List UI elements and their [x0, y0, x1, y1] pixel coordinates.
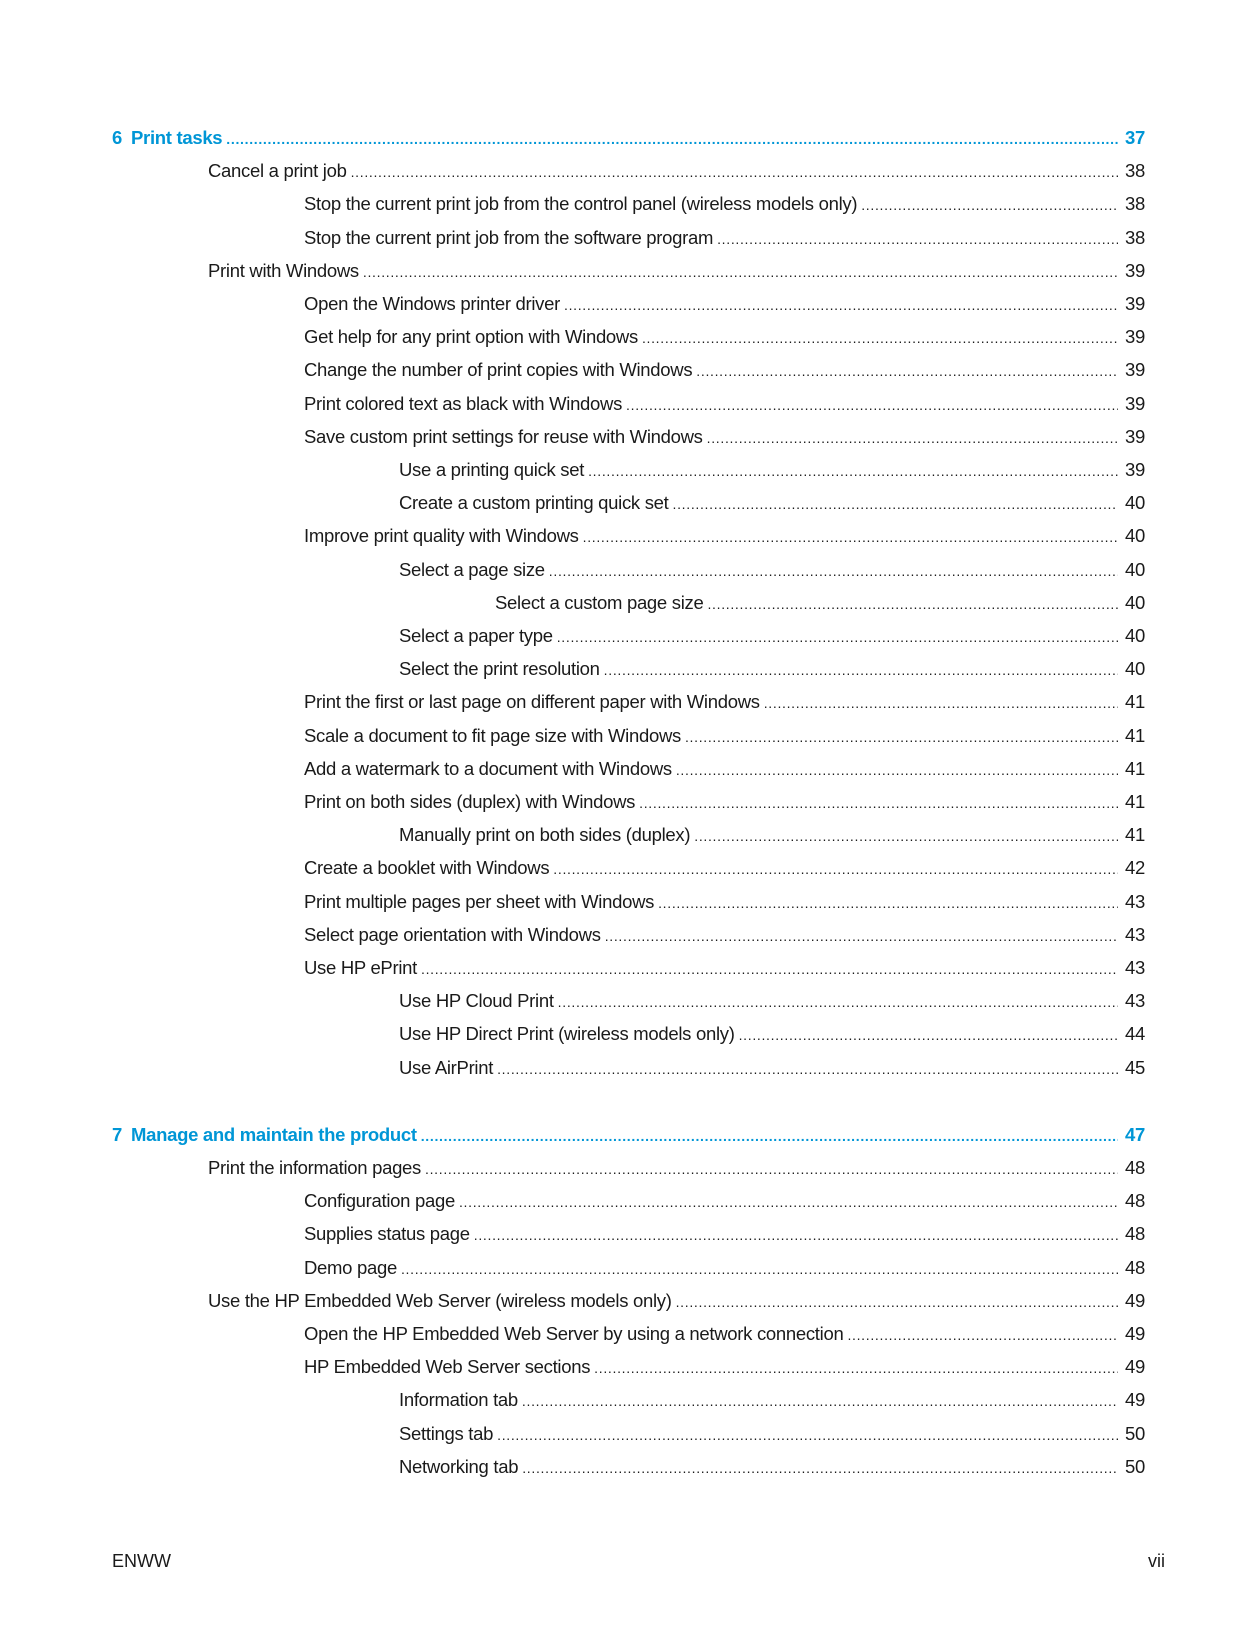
- toc-entry[interactable]: [304, 1186, 1145, 1216]
- footer-page-number: vii: [1148, 1551, 1165, 1571]
- toc-page-number: 49: [1125, 1290, 1145, 1311]
- toc-entry-title: Use HP Cloud Print: [399, 986, 558, 1016]
- toc-entry[interactable]: [304, 1253, 1145, 1283]
- toc-entry-title: Improve print quality with Windows: [304, 521, 583, 551]
- dot-leader: [401, 1254, 1118, 1284]
- toc-entry[interactable]: [399, 455, 1145, 485]
- toc-entry[interactable]: [304, 853, 1145, 883]
- toc-entry[interactable]: [399, 1419, 1145, 1449]
- dot-leader: [604, 655, 1118, 685]
- toc-entry[interactable]: [399, 1385, 1145, 1415]
- dot-leader: [522, 1386, 1118, 1416]
- toc-entry-title: Demo page: [304, 1253, 401, 1283]
- dot-leader: [717, 224, 1118, 254]
- toc-chapter-entry[interactable]: [112, 123, 1145, 153]
- dot-leader: [594, 1353, 1118, 1383]
- toc-page-number: 45: [1125, 1057, 1145, 1078]
- toc-entry-title: Select a custom page size: [495, 588, 707, 618]
- chapter-title: Manage and maintain the product: [131, 1124, 417, 1145]
- dot-leader: [425, 1154, 1118, 1184]
- toc-entry[interactable]: [399, 986, 1145, 1016]
- toc-entry[interactable]: [399, 1053, 1145, 1083]
- toc-entry[interactable]: [208, 1286, 1145, 1316]
- dot-leader: [497, 1054, 1118, 1084]
- dot-leader: [847, 1320, 1118, 1350]
- toc-page-number: 39: [1125, 293, 1145, 314]
- toc-entry-title: Open the Windows printer driver: [304, 289, 564, 319]
- toc-entry-title: Print colored text as black with Windows: [304, 389, 626, 419]
- toc-page-number: 39: [1125, 459, 1145, 480]
- dot-leader: [557, 622, 1118, 652]
- toc-entry[interactable]: [304, 521, 1145, 551]
- dot-leader: [658, 888, 1118, 918]
- toc-page-number: 43: [1125, 990, 1145, 1011]
- toc-entry-title: Manually print on both sides (duplex): [399, 820, 694, 850]
- toc-entry[interactable]: [399, 1452, 1145, 1482]
- toc-entry-title: Add a watermark to a document with Windows: [304, 754, 676, 784]
- toc-entry-title: Select a page size: [399, 555, 549, 585]
- dot-leader: [694, 821, 1118, 851]
- dot-leader: [549, 556, 1118, 586]
- dot-leader: [861, 190, 1118, 220]
- toc-page-number: 41: [1125, 758, 1145, 779]
- dot-leader: [351, 157, 1118, 187]
- dot-leader: [558, 987, 1118, 1017]
- toc-entry-title: Use HP ePrint: [304, 953, 421, 983]
- dot-leader: [685, 722, 1118, 752]
- toc-page-number: 39: [1125, 359, 1145, 380]
- toc-entry[interactable]: [399, 654, 1145, 684]
- dot-leader: [696, 356, 1118, 386]
- toc-entry[interactable]: [208, 1153, 1145, 1183]
- toc-page-number: 40: [1125, 525, 1145, 546]
- dot-leader: [363, 257, 1118, 287]
- toc-page-number: 41: [1125, 791, 1145, 812]
- dot-leader: [564, 290, 1118, 320]
- toc-entry[interactable]: [304, 289, 1145, 319]
- toc-entry[interactable]: [304, 223, 1145, 253]
- toc-entry[interactable]: [304, 422, 1145, 452]
- toc-entry[interactable]: [304, 920, 1145, 950]
- toc-entry[interactable]: [304, 1219, 1145, 1249]
- toc-entry-title: Cancel a print job: [208, 156, 351, 186]
- toc-entry-title: Select page orientation with Windows: [304, 920, 605, 950]
- toc-entry-title: Create a booklet with Windows: [304, 853, 553, 883]
- toc-entry[interactable]: [399, 621, 1145, 651]
- toc-entry[interactable]: [304, 887, 1145, 917]
- dot-leader: [421, 954, 1118, 984]
- toc-page-number: 48: [1125, 1223, 1145, 1244]
- dot-leader: [605, 921, 1118, 951]
- toc-page-number: 38: [1125, 193, 1145, 214]
- chapter-number: 6: [112, 127, 122, 148]
- dot-leader: [764, 688, 1118, 718]
- toc-entry[interactable]: [304, 1319, 1145, 1349]
- toc-page-number: 39: [1125, 326, 1145, 347]
- toc-page-number: 40: [1125, 592, 1145, 613]
- toc-page-number: 37: [1125, 127, 1145, 148]
- toc-entry[interactable]: [304, 355, 1145, 385]
- toc-entry-title: Networking tab: [399, 1452, 522, 1482]
- dot-leader: [459, 1187, 1118, 1217]
- toc-entry-title: Get help for any print option with Windows: [304, 322, 642, 352]
- toc-entry-title: Stop the current print job from the software program: [304, 223, 717, 253]
- toc-page-number: 48: [1125, 1257, 1145, 1278]
- toc-entry-title: [112, 1120, 421, 1150]
- toc-entry-title: Print multiple pages per sheet with Windows: [304, 887, 658, 917]
- toc-entry[interactable]: [495, 588, 1145, 618]
- toc-page-number: 42: [1125, 857, 1145, 878]
- toc-page-number: 49: [1125, 1323, 1145, 1344]
- toc-page-number: 43: [1125, 891, 1145, 912]
- toc-chapter-entry[interactable]: [112, 1120, 1145, 1150]
- toc-page-number: 50: [1125, 1423, 1145, 1444]
- toc-entry[interactable]: [304, 389, 1145, 419]
- toc-entry-title: Open the HP Embedded Web Server by using a network connection: [304, 1319, 847, 1349]
- dot-leader: [707, 589, 1118, 619]
- dot-leader: [553, 854, 1118, 884]
- chapter-number: 7: [112, 1124, 122, 1145]
- toc-page-number: 40: [1125, 559, 1145, 580]
- toc-page-number: 43: [1125, 957, 1145, 978]
- toc-entry[interactable]: [208, 156, 1145, 186]
- toc-entry-title: Information tab: [399, 1385, 522, 1415]
- toc-page-number: 49: [1125, 1389, 1145, 1410]
- toc-page-number: 39: [1125, 393, 1145, 414]
- toc-page-number: 40: [1125, 658, 1145, 679]
- dot-leader: [588, 456, 1118, 486]
- dot-leader: [626, 390, 1118, 420]
- toc-entry-title: Print on both sides (duplex) with Windows: [304, 787, 639, 817]
- dot-leader: [707, 423, 1118, 453]
- dot-leader: [474, 1220, 1118, 1250]
- toc-entry[interactable]: [304, 687, 1145, 717]
- toc-entry[interactable]: [304, 322, 1145, 352]
- toc-page-number: 43: [1125, 924, 1145, 945]
- toc-entry[interactable]: [208, 256, 1145, 286]
- toc-page-number: 48: [1125, 1157, 1145, 1178]
- toc-page-number: 39: [1125, 426, 1145, 447]
- toc-entry-title: Use a printing quick set: [399, 455, 588, 485]
- toc-page-number: 40: [1125, 625, 1145, 646]
- toc-entry[interactable]: [399, 1019, 1145, 1049]
- toc-page-number: 41: [1125, 725, 1145, 746]
- toc-entry-title: Use AirPrint: [399, 1053, 497, 1083]
- toc-entry-title: Use the HP Embedded Web Server (wireless models only): [208, 1286, 676, 1316]
- toc-page-number: 49: [1125, 1356, 1145, 1377]
- toc-entry-title: Change the number of print copies with Windows: [304, 355, 696, 385]
- toc-entry-title: Print the first or last page on different paper with Windows: [304, 687, 764, 717]
- dot-leader: [739, 1020, 1118, 1050]
- toc-entry[interactable]: [304, 953, 1145, 983]
- dot-leader: [639, 788, 1118, 818]
- toc-entry-title: Select the print resolution: [399, 654, 604, 684]
- dot-leader: [522, 1453, 1118, 1483]
- toc-page-number: 50: [1125, 1456, 1145, 1477]
- dot-leader: [421, 1121, 1118, 1151]
- toc-entry-title: Stop the current print job from the control panel (wireless models only): [304, 189, 861, 219]
- chapter-title: Print tasks: [131, 127, 223, 148]
- toc-entry-title: Configuration page: [304, 1186, 459, 1216]
- toc-entry-title: Supplies status page: [304, 1219, 474, 1249]
- toc-page-number: 44: [1125, 1023, 1145, 1044]
- toc-page-number: 48: [1125, 1190, 1145, 1211]
- toc-entry-title: Print with Windows: [208, 256, 363, 286]
- toc-entry[interactable]: [304, 754, 1145, 784]
- toc-entry-title: Save custom print settings for reuse with Windows: [304, 422, 707, 452]
- toc-page-number: 41: [1125, 824, 1145, 845]
- toc-entry-title: [112, 123, 226, 153]
- toc-page-number: 40: [1125, 492, 1145, 513]
- toc-entry-title: Select a paper type: [399, 621, 557, 651]
- dot-leader: [676, 1287, 1118, 1317]
- dot-leader: [642, 323, 1118, 353]
- footer-locale-code: ENWW: [112, 1551, 171, 1571]
- toc-page-number: 41: [1125, 691, 1145, 712]
- toc-entry[interactable]: [304, 787, 1145, 817]
- toc-entry-title: HP Embedded Web Server sections: [304, 1352, 594, 1382]
- dot-leader: [676, 755, 1118, 785]
- dot-leader: [226, 124, 1118, 154]
- toc-entry[interactable]: [399, 555, 1145, 585]
- toc-page-number: 38: [1125, 227, 1145, 248]
- toc-entry[interactable]: [399, 820, 1145, 850]
- toc-entry[interactable]: [399, 488, 1145, 518]
- toc-page-number: 38: [1125, 160, 1145, 181]
- toc-entry-title: Create a custom printing quick set: [399, 488, 673, 518]
- toc-entry-title: Scale a document to fit page size with Windows: [304, 721, 685, 751]
- dot-leader: [673, 489, 1119, 519]
- dot-leader: [497, 1420, 1118, 1450]
- dot-leader: [583, 522, 1118, 552]
- toc-page-number: 39: [1125, 260, 1145, 281]
- toc-entry-title: Settings tab: [399, 1419, 497, 1449]
- toc-entry[interactable]: [304, 1352, 1145, 1382]
- toc-entry[interactable]: [304, 189, 1145, 219]
- toc-entry-title: Use HP Direct Print (wireless models only): [399, 1019, 739, 1049]
- toc-entry[interactable]: [304, 721, 1145, 751]
- toc-entry-title: Print the information pages: [208, 1153, 425, 1183]
- toc-page-number: 47: [1125, 1124, 1145, 1145]
